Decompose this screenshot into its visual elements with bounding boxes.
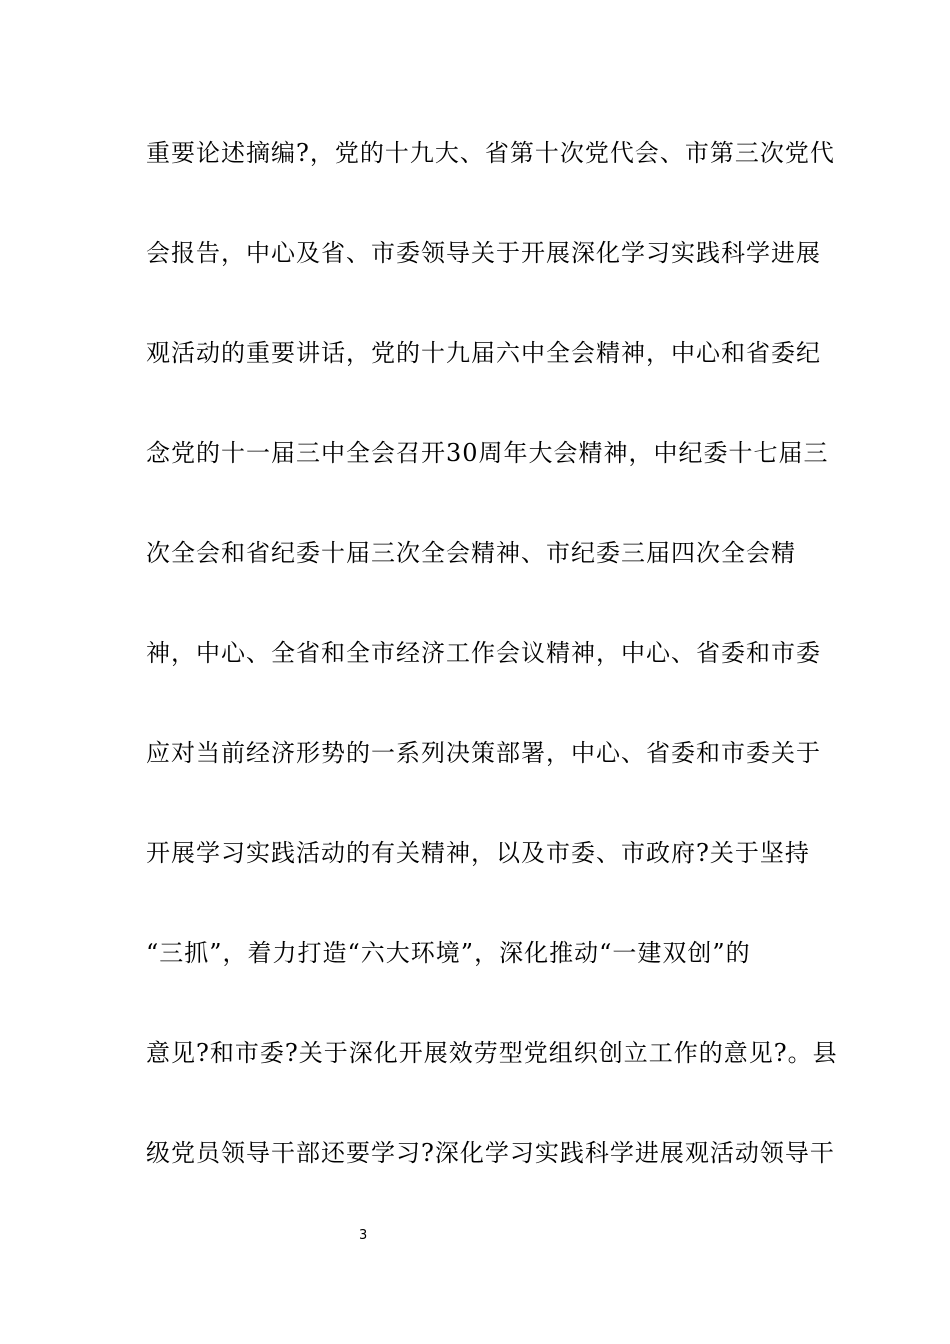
text-line: 神，中心、全省和全市经济工作会议精神，中心、省委和市委 xyxy=(146,639,821,667)
text-line: 观活动的重要讲话，党的十九届六中全会精神，中心和省委纪 xyxy=(146,339,821,367)
text-line: 开展学习实践活动的有关精神，以及市委、市政府?关于坚持 xyxy=(146,839,810,867)
page-number: 3 xyxy=(359,1228,368,1243)
body-text xyxy=(146,128,838,1228)
text-line: 重要论述摘编?，党的十九大、省第十次党代会、市第三次党代 xyxy=(146,139,835,167)
text-line: “三抓”，着力打造“六大环境”，深化推动“一建双创”的 xyxy=(146,939,751,967)
text-line: 意见?和市委?关于深化开展效劳型党组织创立工作的意见?。县 xyxy=(146,1039,838,1067)
text-line: 次全会和省纪委十届三次全会精神、市纪委三届四次全会精 xyxy=(146,539,796,567)
text-line: 应对当前经济形势的一系列决策部署，中心、省委和市委关于 xyxy=(146,739,821,767)
text-line: 念党的十一届三中全会召开30周年大会精神，中纪委十七届三 xyxy=(146,439,829,467)
text-line: 会报告，中心及省、市委领导关于开展深化学习实践科学进展 xyxy=(146,239,821,267)
text-line: 级党员领导干部还要学习?深化学习实践科学进展观活动领导干 xyxy=(146,1139,835,1167)
